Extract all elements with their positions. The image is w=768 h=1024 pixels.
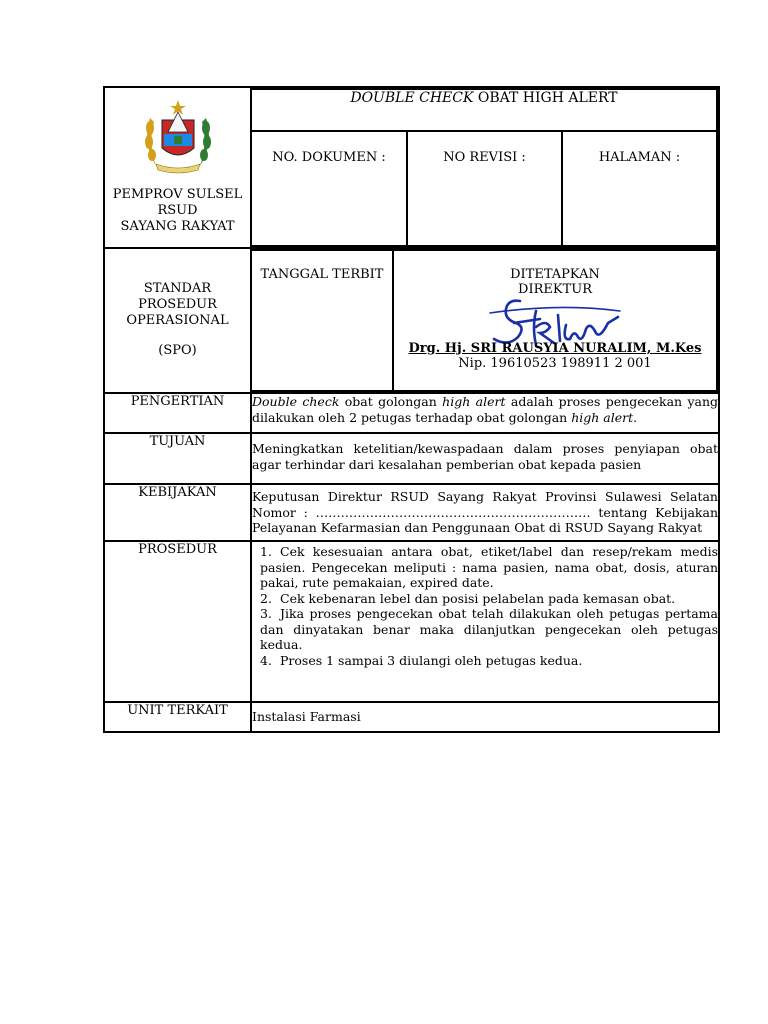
prosedur-step-1: 1. Cek kesesuaian antara obat, etiket/label dan resep/rekam medis pasien. Pengecekan meliputi : nama pasien, nama obat, dosis, aturan pakai, rute pemakaian, expired date. — [260, 544, 718, 590]
unit-terkait-text: Instalasi Farmasi — [251, 702, 719, 732]
prosedur-list — [260, 544, 718, 668]
tujuan-label: TUJUAN — [104, 433, 251, 484]
org-cell — [104, 87, 251, 248]
pengertian-text: Double check obat golongan high alert adalah proses pengecekan yang dilakukan oleh 2 petugas terhadap obat golongan high alert. — [251, 393, 719, 433]
org-line-3: SAYANG RAKYAT — [120, 219, 235, 234]
spo-line-1: STANDAR — [143, 281, 212, 296]
org-line-2: RSUD — [157, 203, 198, 218]
org-line-1: PEMPROV SULSEL — [112, 187, 243, 202]
halaman-label: HALAMAN : — [562, 131, 717, 246]
ditetapkan-label: DITETAPKAN — [510, 267, 600, 282]
no-dokumen-label: NO. DOKUMEN : — [252, 131, 407, 246]
spo-line-3: OPERASIONAL — [126, 313, 229, 328]
director-nip: Nip. 19610523 198911 2 001 — [458, 356, 652, 371]
document-title: DOUBLE CHECK OBAT HIGH ALERT — [252, 89, 717, 131]
no-revisi-label: NO REVISI : — [407, 131, 562, 246]
header-right-cell — [251, 87, 719, 248]
spo-abbr: (SPO) — [158, 343, 197, 358]
tanggal-terbit-label: TANGGAL TERBIT — [252, 250, 393, 391]
spo-label-cell — [104, 248, 251, 393]
direktur-label: DIREKTUR — [518, 282, 592, 297]
spo-line-2: PROSEDUR — [138, 297, 217, 312]
prosedur-step-4: 4. Proses 1 sampai 3 diulangi oleh petugas kedua. — [260, 652, 583, 668]
kebijakan-text: Keputusan Direktur RSUD Sayang Rakyat Provinsi Sulawesi Selatan Nomor : ………………………………………………………… tentang Kebijakan Pelayanan Kefarmasian dan Penggunaan Obat di RSUD Sayang Rakyat — [251, 484, 719, 541]
province-emblem-icon — [138, 98, 218, 176]
approval-cell — [393, 250, 717, 391]
spo-document-table — [103, 86, 720, 733]
tujuan-text: Meningkatkan ketelitian/kewaspadaan dalam proses penyiapan obat agar terhindar dari kesalahan pemberian obat kepada pasien — [251, 433, 719, 484]
unit-terkait-label: UNIT TERKAIT — [104, 702, 251, 732]
prosedur-label: PROSEDUR — [104, 541, 251, 702]
spo-right-cell — [251, 248, 719, 393]
kebijakan-label: KEBIJAKAN — [104, 484, 251, 541]
prosedur-step-3: 3. Jika proses pengecekan obat telah dilakukan oleh petugas pertama dan dinyatakan benar maka dilanjutkan pengecekan oleh petugas kedua. — [260, 606, 718, 652]
prosedur-cell — [251, 541, 719, 702]
pengertian-label: PENGERTIAN — [104, 393, 251, 433]
prosedur-step-2: 2. Cek kebenaran lebel dan posisi pelabelan pada kemasan obat. — [260, 590, 676, 606]
director-name: Drg. Hj. SRI RAUSYIA NURALIM, M.Kes — [408, 341, 702, 356]
